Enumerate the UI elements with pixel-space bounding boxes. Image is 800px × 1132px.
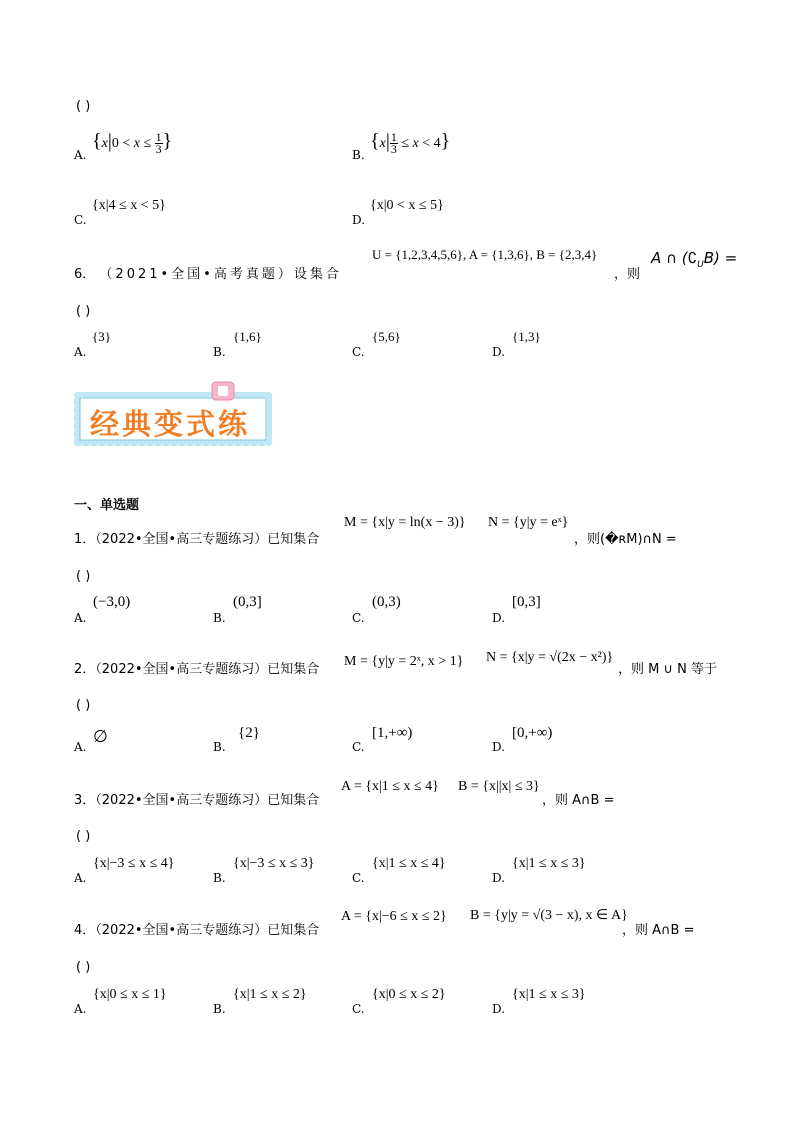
q2-number: 2． xyxy=(74,662,96,677)
q6-sets: U = {1,2,3,4,5,6}, A = {1,3,6}, B = {2,3,4} xyxy=(372,247,598,262)
option-label-c: C. xyxy=(74,213,87,227)
option-a-math: {x|0 < x ≤ $\frac{1}{3}$ } xyxy=(92,130,173,157)
answer-blank-q4: ( ) xyxy=(76,960,91,975)
q1-set1: M = {x|y = ln(x − 3)} xyxy=(344,515,466,530)
q6-option-b: {1,6} xyxy=(233,329,262,344)
q3-option-label-a: A. xyxy=(74,871,87,885)
q4-option-label-c: C. xyxy=(352,1002,365,1016)
q3-option-a: {x|−3 ≤ x ≤ 4} xyxy=(93,856,175,871)
q2-option-d: [0,+∞) xyxy=(512,725,553,741)
q2-tail: ，则 M ∪ N 等于 xyxy=(618,662,717,677)
q6-expr-end: B) = xyxy=(703,249,738,267)
q1-option-label-b: B. xyxy=(213,611,226,625)
option-d-text: {x|0 < x ≤ 5} xyxy=(370,198,444,213)
q1-tail: ，则(�ʀM)∩N = xyxy=(574,532,677,547)
q3-number: 3． xyxy=(74,793,96,808)
q3-option-d: {x|1 ≤ x ≤ 3} xyxy=(512,856,586,871)
q6-option-label-c: C. xyxy=(352,345,365,359)
q4-option-label-d: D. xyxy=(492,1002,506,1016)
q4-option-b: {x|1 ≤ x ≤ 2} xyxy=(233,987,307,1002)
q4-option-label-a: A. xyxy=(74,1002,87,1016)
q2-source: （2022•全国•高三专题练习）已知集合 xyxy=(95,662,320,677)
q6-option-label-d: D. xyxy=(492,345,506,359)
answer-blank-prev: ( ) xyxy=(76,99,91,114)
answer-blank-q2: ( ) xyxy=(76,698,91,713)
q2-set1: M = {y|y = 2ˣ, x > 1} xyxy=(344,654,464,669)
option-label-d: D. xyxy=(352,213,366,227)
q6-expr-sub: U xyxy=(697,260,704,270)
option-c-text: {x|4 ≤ x < 5} xyxy=(92,198,166,213)
q1-option-c: (0,3) xyxy=(372,594,401,610)
answer-blank-q1: ( ) xyxy=(76,569,91,584)
q2-option-label-c: C. xyxy=(352,740,365,754)
q4-option-a: {x|0 ≤ x ≤ 1} xyxy=(93,987,167,1002)
q6-source: （2021•全国•高考真题）设集合 xyxy=(99,267,342,282)
q4-number: 4． xyxy=(74,923,96,938)
q2-option-label-d: D. xyxy=(492,740,506,754)
q3-option-c: {x|1 ≤ x ≤ 4} xyxy=(372,856,446,871)
q6-option-d: {1,3} xyxy=(512,329,541,344)
q1-set2: N = {y|y = eˣ} xyxy=(488,515,569,530)
q2-line xyxy=(74,658,319,677)
banner-text: 经典变式练 xyxy=(90,407,251,441)
q4-option-label-b: B. xyxy=(213,1002,226,1016)
section-title: 一、单选题 xyxy=(74,498,140,513)
q3-set2: B = {x||x| ≤ 3} xyxy=(458,779,540,794)
q1-option-label-d: D. xyxy=(492,611,506,625)
q1-option-b: (0,3] xyxy=(233,594,262,610)
q1-option-label-a: A. xyxy=(74,611,87,625)
section-banner xyxy=(72,380,277,450)
q2-option-a: ∅ xyxy=(93,727,108,746)
q3-option-label-b: B. xyxy=(213,871,226,885)
answer-blank-q3: ( ) xyxy=(76,829,91,844)
q4-set2: B = {y|y = √(3 − x), x ∈ A} xyxy=(470,908,628,923)
q3-option-label-d: D. xyxy=(492,871,506,885)
q4-source: （2022•全国•高三专题练习）已知集合 xyxy=(95,923,320,938)
option-label-a: A. xyxy=(74,148,87,162)
q6-option-label-a: A. xyxy=(74,345,87,359)
q6-expr xyxy=(651,249,737,270)
q3-line xyxy=(74,789,319,808)
q4-option-d: {x|1 ≤ x ≤ 3} xyxy=(512,987,586,1002)
q3-set1: A = {x|1 ≤ x ≤ 4} xyxy=(341,779,439,794)
answer-blank-q6: ( ) xyxy=(76,304,91,319)
q6-option-label-b: B. xyxy=(213,345,226,359)
q4-tail: ，则 A∩B = xyxy=(622,923,695,938)
q1-line xyxy=(74,528,319,547)
option-b-math: {x| $\frac{1}{3}$ ≤ x < 4} xyxy=(370,130,451,157)
q6-line xyxy=(74,263,342,282)
q1-option-a: (−3,0) xyxy=(93,594,131,610)
q6-number: 6． xyxy=(74,267,96,282)
q2-set2: N = {x|y = √(2x − x²)} xyxy=(486,650,614,665)
q6-option-a: {3} xyxy=(92,329,111,344)
q3-option-label-c: C. xyxy=(352,871,365,885)
q2-option-b: {2} xyxy=(238,725,260,741)
q3-source: （2022•全国•高三专题练习）已知集合 xyxy=(95,793,320,808)
q3-tail: ，则 A∩B = xyxy=(542,793,615,808)
q1-source: （2022•全国•高三专题练习）已知集合 xyxy=(95,532,320,547)
q2-option-label-a: A. xyxy=(74,740,87,754)
q6-option-c: {5,6} xyxy=(372,329,401,344)
q1-option-label-c: C. xyxy=(352,611,365,625)
q2-option-c: [1,+∞) xyxy=(372,725,413,741)
q1-number: 1． xyxy=(74,532,96,547)
q4-line xyxy=(74,919,319,938)
q1-option-d: [0,3] xyxy=(512,594,541,610)
q4-option-c: {x|0 ≤ x ≤ 2} xyxy=(372,987,446,1002)
option-label-b: B. xyxy=(352,148,365,162)
q3-option-b: {x|−3 ≤ x ≤ 3} xyxy=(233,856,315,871)
q6-then: ，则 xyxy=(614,267,641,282)
q4-set1: A = {x|−6 ≤ x ≤ 2} xyxy=(341,909,447,924)
q2-option-label-b: B. xyxy=(213,740,226,754)
q6-expr-start: A ∩ (∁ xyxy=(651,249,698,267)
